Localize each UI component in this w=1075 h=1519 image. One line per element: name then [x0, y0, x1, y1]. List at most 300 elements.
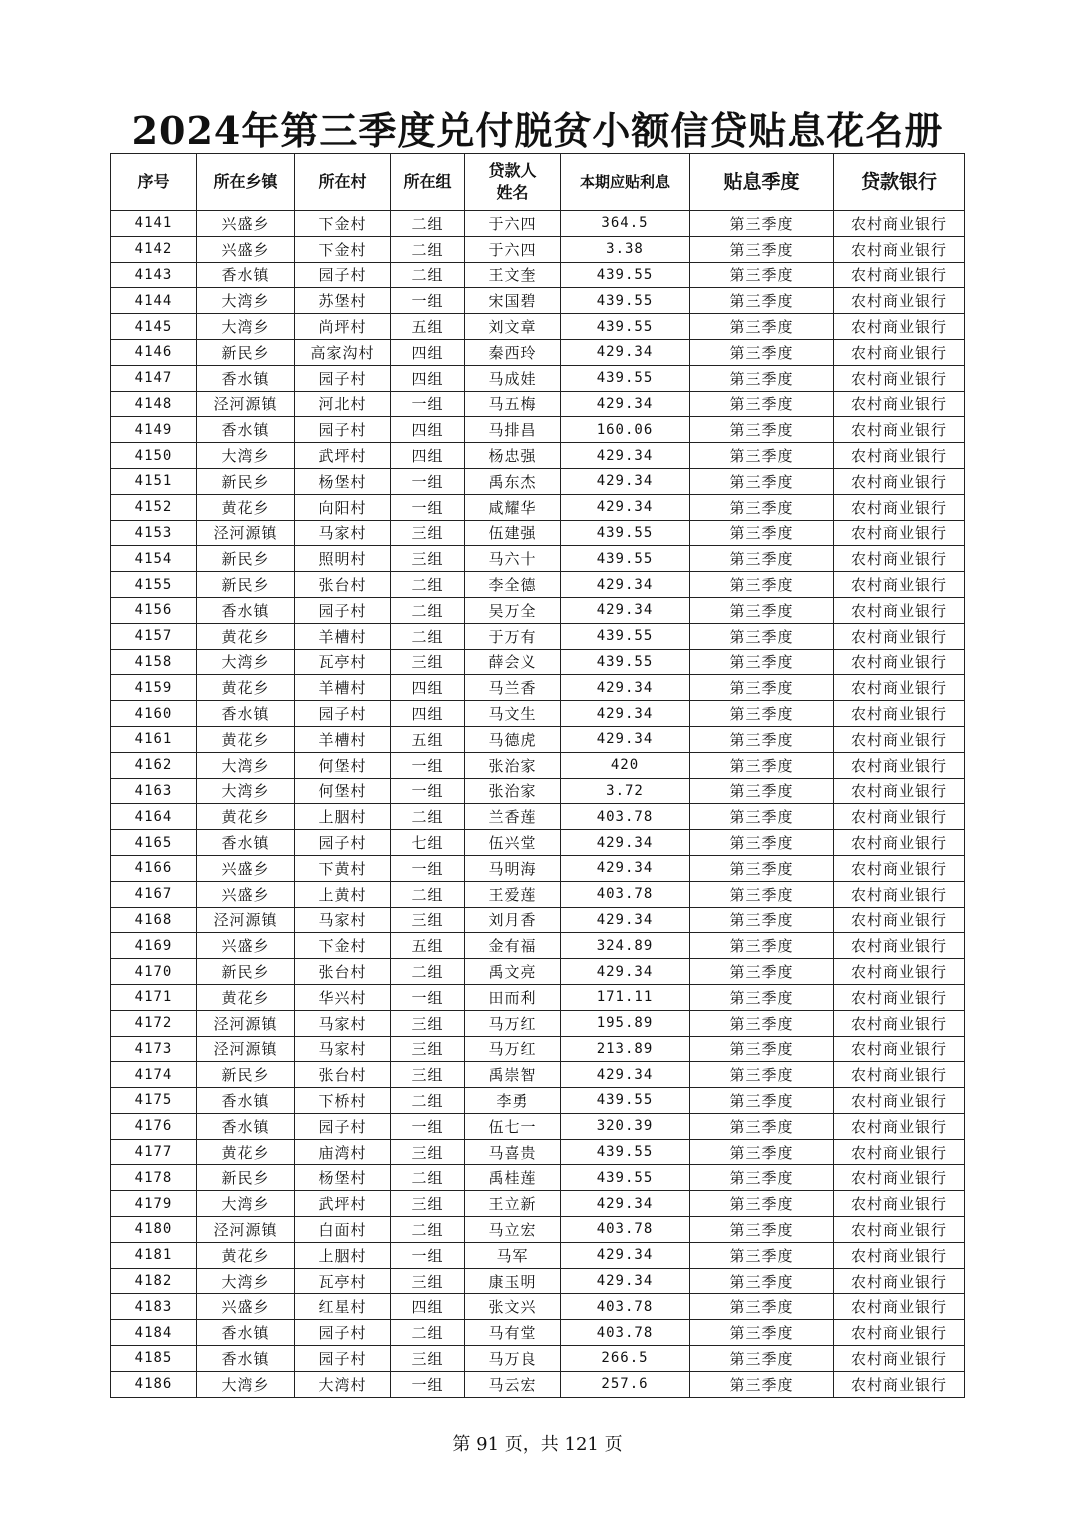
cell-group: 三组 [391, 1010, 465, 1036]
cell-village: 庙湾村 [295, 1139, 391, 1165]
cell-seq: 4182 [111, 1268, 197, 1294]
cell-interest: 429.34 [561, 1191, 690, 1217]
cell-bank: 农村商业银行 [834, 907, 965, 933]
cell-group: 二组 [391, 211, 465, 237]
cell-interest: 420 [561, 752, 690, 778]
cell-town: 新民乡 [197, 572, 295, 598]
cell-village: 园子村 [295, 417, 391, 443]
cell-village: 何堡村 [295, 778, 391, 804]
cell-seq: 4183 [111, 1294, 197, 1320]
cell-quarter: 第三季度 [690, 288, 834, 314]
cell-interest: 429.34 [561, 339, 690, 365]
table-row [111, 1088, 965, 1114]
cell-village: 园子村 [295, 262, 391, 288]
cell-seq: 4168 [111, 907, 197, 933]
cell-quarter: 第三季度 [690, 959, 834, 985]
cell-town: 大湾乡 [197, 1268, 295, 1294]
table-row [111, 1268, 965, 1294]
cell-seq: 4154 [111, 546, 197, 572]
cell-seq: 4151 [111, 468, 197, 494]
cell-group: 三组 [391, 546, 465, 572]
table-row [111, 417, 965, 443]
cell-interest: 429.34 [561, 726, 690, 752]
cell-quarter: 第三季度 [690, 1268, 834, 1294]
cell-town: 香水镇 [197, 262, 295, 288]
cell-group: 七组 [391, 830, 465, 856]
table-row [111, 1139, 965, 1165]
page-footer: 第 91 页，共 121 页 [452, 1434, 623, 1455]
cell-borrower-name: 于六四 [465, 236, 561, 262]
cell-bank: 农村商业银行 [834, 1268, 965, 1294]
cell-bank: 农村商业银行 [834, 365, 965, 391]
cell-town: 新民乡 [197, 1062, 295, 1088]
header-seq: 序号 [111, 154, 197, 211]
table-row [111, 236, 965, 262]
cell-town: 兴盛乡 [197, 1294, 295, 1320]
cell-quarter: 第三季度 [690, 933, 834, 959]
cell-quarter: 第三季度 [690, 1371, 834, 1397]
cell-bank: 农村商业银行 [834, 830, 965, 856]
cell-borrower-name: 伍七一 [465, 1113, 561, 1139]
cell-quarter: 第三季度 [690, 701, 834, 727]
cell-village: 园子村 [295, 597, 391, 623]
cell-interest: 324.89 [561, 933, 690, 959]
cell-borrower-name: 刘月香 [465, 907, 561, 933]
cell-bank: 农村商业银行 [834, 1346, 965, 1372]
cell-seq: 4150 [111, 443, 197, 469]
cell-group: 四组 [391, 417, 465, 443]
cell-borrower-name: 马有堂 [465, 1320, 561, 1346]
cell-interest: 429.34 [561, 494, 690, 520]
cell-group: 一组 [391, 752, 465, 778]
header-town: 所在乡镇 [197, 154, 295, 211]
cell-interest: 429.34 [561, 1242, 690, 1268]
cell-seq: 4180 [111, 1217, 197, 1243]
table-row [111, 494, 965, 520]
cell-bank: 农村商业银行 [834, 1139, 965, 1165]
cell-group: 三组 [391, 649, 465, 675]
cell-borrower-name: 马万红 [465, 1010, 561, 1036]
cell-interest: 213.89 [561, 1036, 690, 1062]
cell-village: 红星村 [295, 1294, 391, 1320]
cell-quarter: 第三季度 [690, 365, 834, 391]
table-row [111, 288, 965, 314]
cell-village: 园子村 [295, 830, 391, 856]
cell-seq: 4153 [111, 520, 197, 546]
cell-group: 四组 [391, 339, 465, 365]
header-borrower-name: 贷款人 姓名 [465, 154, 561, 211]
cell-borrower-name: 于六四 [465, 211, 561, 237]
cell-seq: 4178 [111, 1165, 197, 1191]
cell-village: 高家沟村 [295, 339, 391, 365]
cell-town: 香水镇 [197, 1320, 295, 1346]
cell-bank: 农村商业银行 [834, 649, 965, 675]
cell-interest: 429.34 [561, 855, 690, 881]
cell-village: 杨堡村 [295, 468, 391, 494]
cell-seq: 4142 [111, 236, 197, 262]
cell-interest: 257.6 [561, 1371, 690, 1397]
cell-seq: 4149 [111, 417, 197, 443]
cell-borrower-name: 金有福 [465, 933, 561, 959]
cell-bank: 农村商业银行 [834, 288, 965, 314]
cell-borrower-name: 马成娃 [465, 365, 561, 391]
cell-town: 香水镇 [197, 365, 295, 391]
cell-seq: 4143 [111, 262, 197, 288]
table-row [111, 1165, 965, 1191]
cell-village: 下金村 [295, 211, 391, 237]
cell-interest: 439.55 [561, 623, 690, 649]
cell-interest: 160.06 [561, 417, 690, 443]
cell-town: 香水镇 [197, 701, 295, 727]
cell-borrower-name: 马立宏 [465, 1217, 561, 1243]
cell-quarter: 第三季度 [690, 443, 834, 469]
cell-seq: 4156 [111, 597, 197, 623]
cell-borrower-name: 薛会义 [465, 649, 561, 675]
cell-group: 一组 [391, 1113, 465, 1139]
cell-bank: 农村商业银行 [834, 546, 965, 572]
cell-interest: 429.34 [561, 675, 690, 701]
cell-group: 一组 [391, 391, 465, 417]
cell-bank: 农村商业银行 [834, 726, 965, 752]
page-title: 2024年第三季度兑付脱贫小额信贷贴息花名册 [131, 108, 944, 153]
cell-town: 大湾乡 [197, 778, 295, 804]
cell-quarter: 第三季度 [690, 623, 834, 649]
table-row [111, 443, 965, 469]
cell-group: 三组 [391, 520, 465, 546]
cell-quarter: 第三季度 [690, 597, 834, 623]
cell-village: 马家村 [295, 907, 391, 933]
cell-interest: 439.55 [561, 649, 690, 675]
cell-seq: 4184 [111, 1320, 197, 1346]
cell-bank: 农村商业银行 [834, 855, 965, 881]
cell-town: 新民乡 [197, 339, 295, 365]
table-row [111, 1062, 965, 1088]
cell-town: 香水镇 [197, 417, 295, 443]
cell-village: 园子村 [295, 1320, 391, 1346]
cell-town: 黄花乡 [197, 804, 295, 830]
cell-borrower-name: 于万有 [465, 623, 561, 649]
cell-seq: 4172 [111, 1010, 197, 1036]
cell-bank: 农村商业银行 [834, 1062, 965, 1088]
cell-bank: 农村商业银行 [834, 494, 965, 520]
cell-seq: 4181 [111, 1242, 197, 1268]
cell-quarter: 第三季度 [690, 1165, 834, 1191]
cell-village: 武坪村 [295, 443, 391, 469]
cell-group: 五组 [391, 933, 465, 959]
cell-group: 二组 [391, 804, 465, 830]
cell-group: 四组 [391, 701, 465, 727]
cell-group: 四组 [391, 365, 465, 391]
cell-village: 何堡村 [295, 752, 391, 778]
cell-bank: 农村商业银行 [834, 778, 965, 804]
cell-borrower-name: 马军 [465, 1242, 561, 1268]
cell-seq: 4179 [111, 1191, 197, 1217]
cell-quarter: 第三季度 [690, 1062, 834, 1088]
cell-bank: 农村商业银行 [834, 1088, 965, 1114]
cell-seq: 4177 [111, 1139, 197, 1165]
cell-village: 园子村 [295, 365, 391, 391]
cell-seq: 4162 [111, 752, 197, 778]
cell-bank: 农村商业银行 [834, 391, 965, 417]
cell-borrower-name: 康玉明 [465, 1268, 561, 1294]
cell-quarter: 第三季度 [690, 1294, 834, 1320]
cell-group: 一组 [391, 1371, 465, 1397]
cell-borrower-name: 李勇 [465, 1088, 561, 1114]
cell-borrower-name: 马万良 [465, 1346, 561, 1372]
cell-seq: 4185 [111, 1346, 197, 1372]
cell-interest: 439.55 [561, 546, 690, 572]
cell-quarter: 第三季度 [690, 1191, 834, 1217]
cell-seq: 4159 [111, 675, 197, 701]
cell-quarter: 第三季度 [690, 778, 834, 804]
cell-quarter: 第三季度 [690, 855, 834, 881]
cell-town: 泾河源镇 [197, 1010, 295, 1036]
cell-village: 瓦亭村 [295, 649, 391, 675]
cell-interest: 320.39 [561, 1113, 690, 1139]
cell-interest: 429.34 [561, 907, 690, 933]
cell-bank: 农村商业银行 [834, 752, 965, 778]
cell-quarter: 第三季度 [690, 1217, 834, 1243]
cell-quarter: 第三季度 [690, 1036, 834, 1062]
cell-interest: 171.11 [561, 984, 690, 1010]
table-row [111, 855, 965, 881]
cell-quarter: 第三季度 [690, 1113, 834, 1139]
cell-village: 河北村 [295, 391, 391, 417]
cell-quarter: 第三季度 [690, 649, 834, 675]
table-row [111, 675, 965, 701]
cell-village: 羊槽村 [295, 726, 391, 752]
cell-seq: 4175 [111, 1088, 197, 1114]
cell-quarter: 第三季度 [690, 417, 834, 443]
cell-group: 一组 [391, 778, 465, 804]
table-row [111, 830, 965, 856]
cell-bank: 农村商业银行 [834, 520, 965, 546]
cell-seq: 4160 [111, 701, 197, 727]
cell-borrower-name: 马六十 [465, 546, 561, 572]
cell-town: 黄花乡 [197, 1242, 295, 1268]
cell-group: 一组 [391, 288, 465, 314]
cell-bank: 农村商业银行 [834, 417, 965, 443]
cell-town: 大湾乡 [197, 1191, 295, 1217]
cell-seq: 4148 [111, 391, 197, 417]
cell-borrower-name: 吴万全 [465, 597, 561, 623]
cell-village: 瓦亭村 [295, 1268, 391, 1294]
cell-borrower-name: 杨忠强 [465, 443, 561, 469]
cell-group: 三组 [391, 1036, 465, 1062]
cell-town: 香水镇 [197, 1346, 295, 1372]
cell-village: 张台村 [295, 959, 391, 985]
cell-borrower-name: 秦西玲 [465, 339, 561, 365]
cell-village: 杨堡村 [295, 1165, 391, 1191]
table-row [111, 597, 965, 623]
table-body [111, 211, 965, 1398]
cell-quarter: 第三季度 [690, 494, 834, 520]
cell-interest: 439.55 [561, 1139, 690, 1165]
cell-interest: 403.78 [561, 1320, 690, 1346]
cell-quarter: 第三季度 [690, 1320, 834, 1346]
table-row [111, 1320, 965, 1346]
cell-group: 一组 [391, 984, 465, 1010]
cell-borrower-name: 宋国碧 [465, 288, 561, 314]
cell-village: 武坪村 [295, 1191, 391, 1217]
table-row [111, 623, 965, 649]
cell-group: 二组 [391, 959, 465, 985]
cell-borrower-name: 刘文章 [465, 314, 561, 340]
cell-group: 三组 [391, 1346, 465, 1372]
cell-town: 新民乡 [197, 1165, 295, 1191]
cell-quarter: 第三季度 [690, 339, 834, 365]
cell-borrower-name: 马五梅 [465, 391, 561, 417]
cell-town: 香水镇 [197, 597, 295, 623]
cell-interest: 429.34 [561, 1062, 690, 1088]
cell-borrower-name: 马文生 [465, 701, 561, 727]
cell-bank: 农村商业银行 [834, 984, 965, 1010]
table-row [111, 752, 965, 778]
cell-group: 二组 [391, 1320, 465, 1346]
cell-village: 尚坪村 [295, 314, 391, 340]
cell-bank: 农村商业银行 [834, 339, 965, 365]
cell-village: 园子村 [295, 1113, 391, 1139]
table-row [111, 1113, 965, 1139]
cell-bank: 农村商业银行 [834, 443, 965, 469]
cell-village: 上胭村 [295, 1242, 391, 1268]
table-row [111, 1294, 965, 1320]
cell-town: 新民乡 [197, 546, 295, 572]
cell-bank: 农村商业银行 [834, 675, 965, 701]
cell-group: 二组 [391, 881, 465, 907]
table-row [111, 365, 965, 391]
cell-village: 白面村 [295, 1217, 391, 1243]
cell-group: 二组 [391, 623, 465, 649]
cell-group: 四组 [391, 1294, 465, 1320]
cell-borrower-name: 马排昌 [465, 417, 561, 443]
cell-village: 张台村 [295, 1062, 391, 1088]
cell-seq: 4155 [111, 572, 197, 598]
cell-bank: 农村商业银行 [834, 1010, 965, 1036]
cell-seq: 4165 [111, 830, 197, 856]
cell-bank: 农村商业银行 [834, 468, 965, 494]
table-row [111, 314, 965, 340]
cell-village: 下黄村 [295, 855, 391, 881]
cell-seq: 4173 [111, 1036, 197, 1062]
cell-seq: 4147 [111, 365, 197, 391]
cell-town: 香水镇 [197, 1088, 295, 1114]
cell-interest: 403.78 [561, 804, 690, 830]
cell-bank: 农村商业银行 [834, 1371, 965, 1397]
cell-bank: 农村商业银行 [834, 933, 965, 959]
table-row [111, 391, 965, 417]
cell-seq: 4163 [111, 778, 197, 804]
header-bank: 贷款银行 [834, 154, 965, 211]
cell-town: 新民乡 [197, 468, 295, 494]
subsidy-roster-table [110, 153, 965, 1398]
cell-quarter: 第三季度 [690, 262, 834, 288]
cell-group: 四组 [391, 443, 465, 469]
cell-quarter: 第三季度 [690, 907, 834, 933]
cell-town: 泾河源镇 [197, 391, 295, 417]
cell-borrower-name: 马明海 [465, 855, 561, 881]
cell-seq: 4176 [111, 1113, 197, 1139]
table-row [111, 701, 965, 727]
cell-seq: 4174 [111, 1062, 197, 1088]
cell-interest: 364.5 [561, 211, 690, 237]
table-row [111, 211, 965, 237]
table-row [111, 1371, 965, 1397]
cell-group: 二组 [391, 572, 465, 598]
cell-bank: 农村商业银行 [834, 1036, 965, 1062]
cell-bank: 农村商业银行 [834, 262, 965, 288]
cell-village: 照明村 [295, 546, 391, 572]
cell-quarter: 第三季度 [690, 1088, 834, 1114]
cell-group: 二组 [391, 1165, 465, 1191]
cell-village: 园子村 [295, 1346, 391, 1372]
cell-borrower-name: 张治家 [465, 752, 561, 778]
cell-village: 马家村 [295, 1010, 391, 1036]
cell-seq: 4157 [111, 623, 197, 649]
cell-quarter: 第三季度 [690, 314, 834, 340]
cell-borrower-name: 张文兴 [465, 1294, 561, 1320]
cell-town: 大湾乡 [197, 443, 295, 469]
cell-town: 兴盛乡 [197, 933, 295, 959]
cell-quarter: 第三季度 [690, 830, 834, 856]
cell-interest: 429.34 [561, 443, 690, 469]
cell-quarter: 第三季度 [690, 1010, 834, 1036]
cell-bank: 农村商业银行 [834, 1113, 965, 1139]
cell-town: 兴盛乡 [197, 236, 295, 262]
cell-interest: 439.55 [561, 365, 690, 391]
cell-seq: 4169 [111, 933, 197, 959]
table-row [111, 933, 965, 959]
cell-interest: 429.34 [561, 572, 690, 598]
cell-group: 五组 [391, 726, 465, 752]
cell-seq: 4144 [111, 288, 197, 314]
cell-town: 新民乡 [197, 959, 295, 985]
cell-interest: 3.72 [561, 778, 690, 804]
cell-quarter: 第三季度 [690, 984, 834, 1010]
cell-town: 大湾乡 [197, 649, 295, 675]
table-header-row [111, 154, 965, 211]
cell-quarter: 第三季度 [690, 1242, 834, 1268]
cell-group: 一组 [391, 494, 465, 520]
cell-borrower-name: 王文奎 [465, 262, 561, 288]
cell-bank: 农村商业银行 [834, 881, 965, 907]
cell-bank: 农村商业银行 [834, 1320, 965, 1346]
cell-town: 泾河源镇 [197, 520, 295, 546]
cell-village: 马家村 [295, 1036, 391, 1062]
cell-borrower-name: 张治家 [465, 778, 561, 804]
cell-town: 香水镇 [197, 1113, 295, 1139]
cell-town: 大湾乡 [197, 1371, 295, 1397]
cell-bank: 农村商业银行 [834, 597, 965, 623]
cell-seq: 4158 [111, 649, 197, 675]
table-row [111, 804, 965, 830]
cell-borrower-name: 马万红 [465, 1036, 561, 1062]
table-row [111, 726, 965, 752]
cell-town: 大湾乡 [197, 288, 295, 314]
cell-group: 三组 [391, 1191, 465, 1217]
cell-seq: 4141 [111, 211, 197, 237]
cell-quarter: 第三季度 [690, 572, 834, 598]
cell-interest: 195.89 [561, 1010, 690, 1036]
table-row [111, 907, 965, 933]
cell-interest: 403.78 [561, 881, 690, 907]
cell-seq: 4167 [111, 881, 197, 907]
cell-quarter: 第三季度 [690, 726, 834, 752]
cell-town: 兴盛乡 [197, 881, 295, 907]
table-row [111, 1346, 965, 1372]
cell-town: 黄花乡 [197, 494, 295, 520]
cell-seq: 4146 [111, 339, 197, 365]
